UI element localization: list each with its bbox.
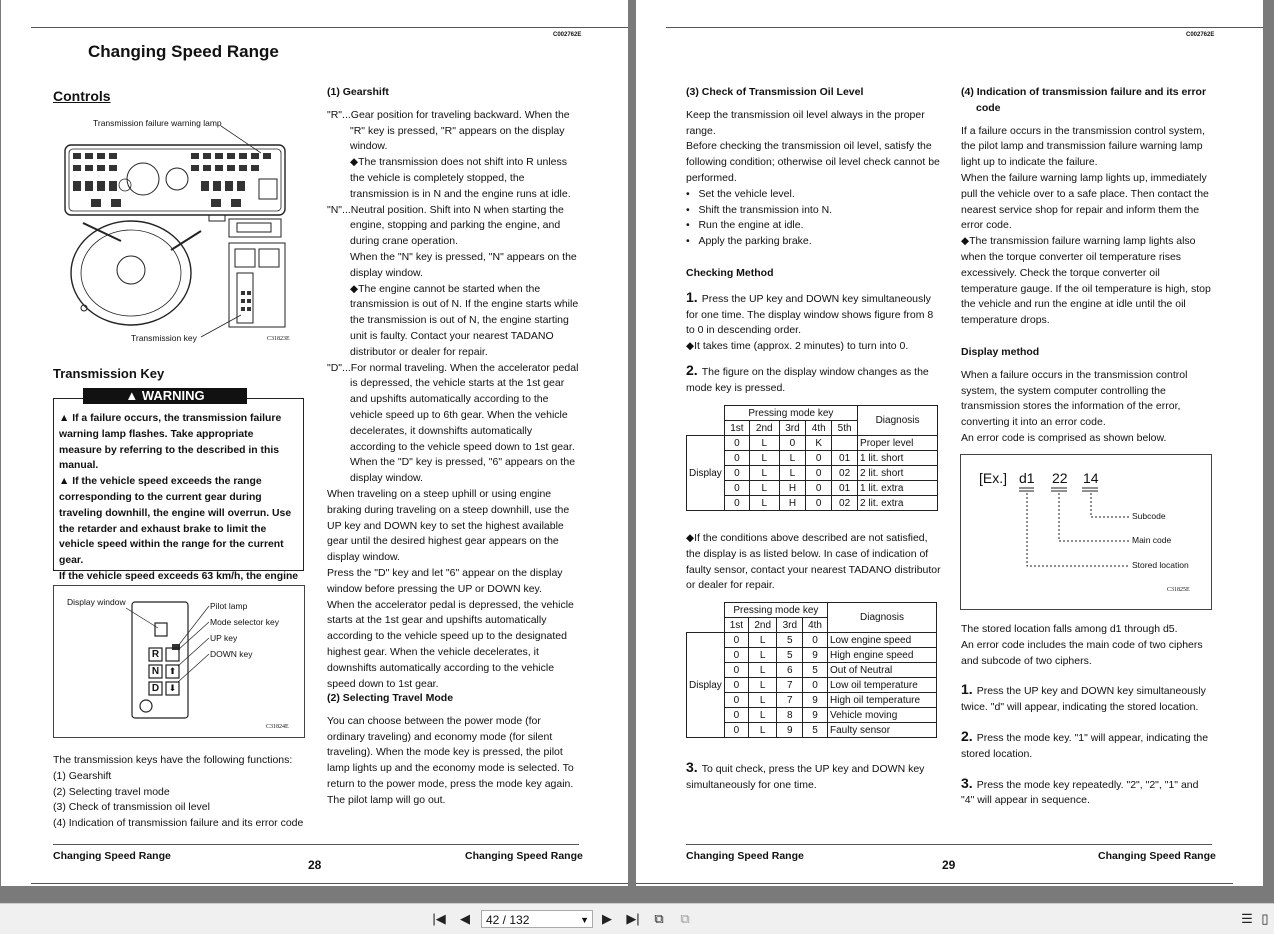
- oil-text: Before checking the transmission oil level, satisfy the following condition; otherwise oil level check cannot be performed.: [686, 140, 940, 184]
- oil-bullet: • Shift the transmission into N.: [686, 203, 833, 216]
- table-cell: 5: [803, 723, 828, 738]
- mode-key-label: Mode selector key: [210, 617, 279, 627]
- failure-text: If a failure occurs in the transmission control system, the pilot lamp and transmission failure warning lamp light up to indicate the failure.: [961, 124, 1205, 169]
- step-3: [686, 760, 941, 794]
- table-row: [687, 481, 938, 496]
- table-row: [687, 723, 937, 738]
- step: [686, 290, 941, 339]
- table-cell: L: [748, 723, 777, 738]
- oil-bullet-text: Apply the parking brake.: [698, 235, 812, 248]
- table-cell: 0: [724, 648, 748, 663]
- oil-bullet-text: Set the vehicle level.: [698, 187, 795, 200]
- steep-paragraph: When traveling on a steep uphill or using engine braking during traveling on a steep downhill, use the UP key and DOWN key to set the highest available gear until the desired highest gear appears on the display window.: [327, 488, 570, 564]
- page-number-input[interactable]: [481, 910, 593, 928]
- step-text: Press the mode key. "1" will appear, indicating the stored location.: [961, 731, 1209, 760]
- table-cell: K: [806, 436, 832, 451]
- table-cell: 1 lit. short: [858, 451, 938, 466]
- table-cell: L: [748, 663, 777, 678]
- oil-text: Keep the transmission oil level always in the proper range.: [686, 108, 925, 137]
- step-number: 1.: [961, 681, 973, 698]
- failure-text: When the failure warning lamp lights up, immediately pull the vehicle over to a safe place. Then contact the nearest service shop for repair and inform them the error code.: [961, 171, 1209, 232]
- table-cell: 2 lit. extra: [858, 496, 938, 511]
- warning-triangle-icon: ▲: [59, 413, 70, 424]
- travel-mode-heading: (2) Selecting Travel Mode: [327, 692, 454, 704]
- table-col: 2nd: [749, 421, 779, 436]
- table-cell: 1 lit. extra: [858, 481, 938, 496]
- table-col: 2nd: [748, 618, 777, 633]
- table-header: Diagnosis: [858, 406, 938, 436]
- table-cell: L: [749, 436, 779, 451]
- table-cell: L: [748, 633, 777, 648]
- table-cell: H: [779, 481, 806, 496]
- table-cell: [832, 436, 858, 451]
- table-cell: H: [779, 496, 806, 511]
- step-text: The figure on the display window changes as the mode key is pressed.: [686, 365, 929, 394]
- table-col: 4th: [803, 618, 828, 633]
- table-col: 3rd: [779, 421, 806, 436]
- table-cell: L: [779, 466, 806, 481]
- condition-note: [686, 531, 941, 594]
- viewer-toolbar: [0, 903, 1274, 934]
- gearshift-item: When the "D" key is pressed, "6" appears on the display window.: [350, 456, 576, 485]
- condition-note-text: ◆If the conditions above described are not satisfied, the display is as listed below. In case of indication of faulty sensor, contact your nearest TADANO distributor or dealer for repair.: [686, 532, 941, 592]
- table-cell: 0: [724, 451, 749, 466]
- travel-mode-text: You can choose between the power mode (for ordinary traveling) and economy mode (for silent traveling). When the mode key is pressed, the pilot lamp lights up and the economy mode is selected. To return to the power mode, press the mode key again. The pilot lamp will go out.: [327, 714, 574, 806]
- table-cell: Low engine speed: [828, 633, 937, 648]
- display-window-label: Display window: [67, 597, 126, 607]
- oil-level-section: [686, 85, 941, 250]
- page-29: [636, 0, 1263, 886]
- table-cell: Vehicle moving: [828, 708, 937, 723]
- table-cell: L: [748, 678, 777, 693]
- thumbnail-view-icon[interactable]: ☰: [1241, 911, 1253, 926]
- table-cell: 0: [806, 481, 832, 496]
- table-display-label: Display: [687, 633, 725, 738]
- header-rule: [666, 27, 1263, 28]
- step: [961, 682, 1213, 716]
- functions-list: [53, 753, 308, 832]
- gearshift-item: "R"...Gear position for traveling backward. When the "R" key is pressed, "R" appears on the display window.: [327, 108, 570, 153]
- table-cell: Low oil temperature: [828, 678, 937, 693]
- key-r: R: [151, 649, 160, 660]
- figure-code: C31823E: [267, 336, 290, 342]
- table-cell: 0: [724, 481, 749, 496]
- table-cell: 0: [724, 496, 749, 511]
- stored-text: The stored location falls among d1 through d5.: [961, 623, 1178, 635]
- subcode-label: Subcode: [1132, 511, 1166, 521]
- d1-code: d1: [1019, 470, 1035, 486]
- error-code-leaders: [961, 455, 1211, 609]
- display-text: An error code is comprised as shown below.: [961, 431, 1167, 444]
- table-corner: [687, 406, 725, 436]
- functions-intro: The transmission keys have the following functions:: [53, 754, 293, 766]
- table-row: [687, 466, 938, 481]
- footer-left: Changing Speed Range: [53, 850, 171, 862]
- footer-rule: [53, 844, 579, 845]
- table-cell: L: [748, 693, 777, 708]
- table-col: 3rd: [777, 618, 803, 633]
- table-cell: 9: [803, 648, 828, 663]
- table-row: [687, 693, 937, 708]
- step-text: To quit check, press the UP key and DOWN key simultaneously for one time.: [686, 763, 925, 791]
- table-cell: 7: [777, 693, 803, 708]
- table-col: 1st: [724, 618, 748, 633]
- table-cell: L: [749, 451, 779, 466]
- figure-code: C31825E: [1167, 587, 1190, 593]
- oil-bullet-text: Run the engine at idle.: [698, 219, 804, 232]
- footer-rule: [686, 844, 1212, 845]
- step-number: 1.: [686, 288, 698, 305]
- warning-triangle-icon: ▲: [59, 476, 70, 488]
- doc-code: C002762E: [553, 32, 582, 38]
- table-cell: 01: [832, 481, 858, 496]
- table-cell: 0: [724, 678, 748, 693]
- warning-header: [83, 388, 247, 404]
- page-28: [1, 0, 628, 886]
- table-cell: 0: [724, 723, 748, 738]
- travel-mode-section: [327, 691, 579, 809]
- main-code-label: Main code: [1132, 535, 1172, 545]
- figure-code: C31824E: [266, 724, 289, 730]
- gearshift-item: ◆The transmission does not shift into R unless the vehicle is completely stopped, the transmission is in N and the engine runs at idle.: [350, 156, 571, 200]
- gearshift-heading: (1) Gearshift: [327, 86, 389, 98]
- footer-right: Changing Speed Range: [465, 850, 583, 862]
- table-row: [687, 708, 937, 723]
- table-corner: [687, 603, 725, 633]
- table-header: Pressing mode key: [724, 603, 827, 618]
- fault-table: [686, 602, 937, 738]
- table-cell: 02: [832, 496, 858, 511]
- key-panel-figure: [53, 585, 305, 738]
- table-cell: 5: [803, 663, 828, 678]
- header-rule: [31, 27, 628, 28]
- warning-line: If the vehicle speed exceeds the range corresponding to the current gear during traveling downhill, the engine will overrun. Use the retarder and exhaust brake to limit the vehicle speed within the range for the current gear.: [59, 476, 292, 567]
- step: [961, 776, 1213, 810]
- oil-level-table: [686, 405, 938, 511]
- failure-heading: (4) Indication of transmission failure and its error code: [961, 86, 1207, 114]
- table-cell: 0: [806, 496, 832, 511]
- stored-text: An error code includes the main code of two ciphers and subcode of two ciphers.: [961, 638, 1203, 667]
- table-cell: L: [748, 708, 777, 723]
- bottom-rule: [31, 883, 628, 884]
- step: [961, 729, 1213, 763]
- steep-section: [327, 487, 579, 692]
- table-cell: 0: [724, 466, 749, 481]
- step-number: 2.: [961, 727, 973, 744]
- oil-level-heading: (3) Check of Transmission Oil Level: [686, 86, 864, 98]
- table-cell: 5: [777, 633, 803, 648]
- fit-page-icon[interactable]: ⧉: [654, 911, 664, 926]
- warning-line: If the vehicle speed exceeds 63 km/h, the engine: [59, 570, 299, 582]
- display-method-heading: Display method: [961, 346, 1040, 358]
- steep-paragraph: Press the "D" key and let "6" appear on the display window before pressing the UP or DOWN key.: [327, 566, 563, 595]
- table-cell: 02: [832, 466, 858, 481]
- table-cell: 9: [777, 723, 803, 738]
- table-cell: Out of Neutral: [828, 663, 937, 678]
- next-page-icon[interactable]: ▶: [602, 911, 612, 926]
- checking-method-section: [686, 266, 941, 397]
- step: [686, 363, 941, 397]
- table-cell: High engine speed: [828, 648, 937, 663]
- controls-heading: Controls: [53, 88, 111, 104]
- table-cell: L: [749, 481, 779, 496]
- table-cell: 0: [779, 436, 806, 451]
- transmission-key-heading: Transmission Key: [53, 366, 165, 381]
- footer-left: Changing Speed Range: [686, 850, 804, 862]
- table-row: [687, 451, 938, 466]
- step-text: Press the UP key and DOWN key simultaneously for one time. The display window shows figure from 8 to 0 in descending order.: [686, 292, 934, 337]
- footer-right: Changing Speed Range: [1098, 850, 1216, 862]
- function-item: (2) Selecting travel mode: [53, 785, 170, 798]
- last-page-icon[interactable]: ▶|: [626, 911, 640, 926]
- dashboard-figure: [61, 115, 301, 347]
- key-d: D: [151, 683, 160, 694]
- display-text: When a failure occurs in the transmission control system, the system computer controlling the transmission stores the information of the error, converting it into an error code.: [961, 368, 1188, 429]
- display-method-section: [961, 345, 1213, 447]
- table-cell: 9: [803, 708, 828, 723]
- stored-location-label: Stored location: [1132, 560, 1189, 570]
- function-item: (4) Indication of transmission failure and its error code: [53, 817, 304, 830]
- chevron-down-icon[interactable]: ▼: [580, 915, 589, 925]
- function-item: (1) Gearshift: [53, 769, 112, 782]
- stored-location-section: [961, 622, 1213, 809]
- error-code-figure: [960, 454, 1212, 610]
- prev-page-icon[interactable]: ◀: [460, 911, 470, 926]
- table-cell: L: [749, 466, 779, 481]
- warning-text: [59, 411, 299, 601]
- page-title: Changing Speed Range: [88, 42, 279, 61]
- step-number: 2.: [686, 361, 698, 378]
- table-cell: 7: [777, 678, 803, 693]
- up-arrow-icon: ⬆: [168, 666, 177, 676]
- gearshift-item: When the "N" key is pressed, "N" appears on the display window.: [350, 250, 577, 279]
- step-text: Press the mode key repeatedly. "2", "2", "1" and "4" will appear in sequence.: [961, 778, 1199, 807]
- bottom-rule: [636, 883, 1233, 884]
- table-cell: 0: [803, 678, 828, 693]
- page-value: 42 / 132: [486, 913, 530, 927]
- doc-code: C002762E: [1186, 32, 1215, 38]
- table-cell: 0: [724, 633, 748, 648]
- key-n: N: [151, 666, 160, 677]
- step-number: 3.: [686, 759, 698, 775]
- gearshift-section: [327, 85, 579, 487]
- oil-bullet-text: Shift the transmission into N.: [698, 203, 833, 216]
- table-cell: L: [779, 451, 806, 466]
- table-cell: Proper level: [858, 436, 938, 451]
- table-cell: 5: [777, 648, 803, 663]
- warning-box: [53, 398, 304, 582]
- oil-bullet: • Set the vehicle level.: [686, 187, 795, 200]
- steep-paragraph: When the accelerator pedal is depressed, the vehicle starts at the 1st gear and upshifts automatically according to the vehicle speed up to the designated highest gear. When the vehicle decelerates, it downshifts automatically according to the vehicle speed down to 1st gear.: [327, 598, 574, 690]
- table-row: [687, 496, 938, 511]
- first-page-icon[interactable]: |◀: [432, 911, 446, 926]
- failure-text: ◆The transmission failure warning lamp lights also when the torque converter oil temperature rises excessively. Check the torque converter oil temperature gauge. If the oil temperature is high, stop the vehicle and run the engine at idle until the oil temperature drops.: [961, 235, 1211, 327]
- table-cell: 2 lit. short: [858, 466, 938, 481]
- table-header: Pressing mode key: [724, 406, 857, 421]
- table-display-label: Display: [687, 436, 725, 511]
- subcode-value: 14: [1083, 470, 1099, 486]
- table-cell: 6: [777, 663, 803, 678]
- up-key-label: UP key: [210, 633, 238, 643]
- page-number: 29: [942, 858, 956, 872]
- table-cell: 0: [806, 451, 832, 466]
- table-cell: 0: [806, 466, 832, 481]
- table-cell: 0: [803, 633, 828, 648]
- pilot-lamp-label: Pilot lamp: [210, 601, 248, 611]
- table-row: [687, 648, 937, 663]
- warning-line: If a failure occurs, the transmission failure warning lamp flashes. Take appropriate measure by referring to the described in this manual.: [59, 413, 282, 472]
- step-text: Press the UP key and DOWN key simultaneously twice. "d" will appear, indicating the stored location.: [961, 685, 1206, 714]
- example-label: [Ex.]: [979, 470, 1008, 486]
- table-cell: 01: [832, 451, 858, 466]
- gearshift-item: ◆The engine cannot be started when the transmission is out of N. If the engine starts while the transmission is out of N, the engine starting unit is faulty. Contact your nearest TADANO distributor or dealer for repair.: [350, 282, 579, 358]
- table-cell: 9: [803, 693, 828, 708]
- function-item: (3) Check of transmission oil level: [53, 801, 210, 814]
- table-cell: L: [749, 496, 779, 511]
- table-col: 5th: [832, 421, 858, 436]
- key-panel-drawing: [54, 586, 304, 737]
- table-cell: L: [748, 648, 777, 663]
- table-row: [687, 663, 937, 678]
- oil-bullet: • Run the engine at idle.: [686, 219, 804, 232]
- gearshift-item: "N"...Neutral position. Shift into N when starting the engine, stopping and parking the engine, and during crane operation.: [327, 203, 564, 248]
- down-key-label: DOWN key: [210, 649, 253, 659]
- oil-bullet: • Apply the parking brake.: [686, 235, 812, 248]
- table-row: [687, 678, 937, 693]
- table-cell: 8: [777, 708, 803, 723]
- main-code-value: 22: [1052, 470, 1068, 486]
- gearshift-item: "D"...For normal traveling. When the accelerator pedal is depressed, the vehicle starts at the 1st gear and upshifts automatically according to the vehicle speed up to 6th gear. When the vehicle decelerates, it downshifts automatically according to the vehicle speed down to 1st gear.: [327, 361, 579, 453]
- checking-heading: Checking Method: [686, 267, 774, 279]
- step-number: 3.: [961, 774, 973, 791]
- table-cell: 0: [724, 436, 749, 451]
- warning-label: WARNING: [141, 388, 205, 403]
- table-header: Diagnosis: [828, 603, 937, 633]
- table-cell: 0: [724, 708, 748, 723]
- failure-section: [961, 85, 1213, 329]
- continuous-view-icon[interactable]: ▯: [1261, 911, 1269, 926]
- transmission-key-label: Transmission key: [131, 333, 197, 343]
- table-col: 4th: [806, 421, 832, 436]
- warning-icon: ▲: [125, 388, 142, 403]
- table-row: [687, 633, 937, 648]
- table-cell: 0: [724, 663, 748, 678]
- table-cell: High oil temperature: [828, 693, 937, 708]
- step-note: ◆It takes time (approx. 2 minutes) to turn into 0.: [686, 340, 909, 353]
- fit-width-icon[interactable]: ⧉: [680, 911, 690, 926]
- table-col: 1st: [724, 421, 749, 436]
- table-cell: 0: [724, 693, 748, 708]
- table-row: [687, 436, 938, 451]
- table-cell: Faulty sensor: [828, 723, 937, 738]
- dashboard-drawing: [61, 115, 301, 347]
- page-number: 28: [308, 858, 322, 872]
- lamp-label: Transmission failure warning lamp: [93, 118, 222, 128]
- down-arrow-icon: ⬇: [168, 683, 177, 693]
